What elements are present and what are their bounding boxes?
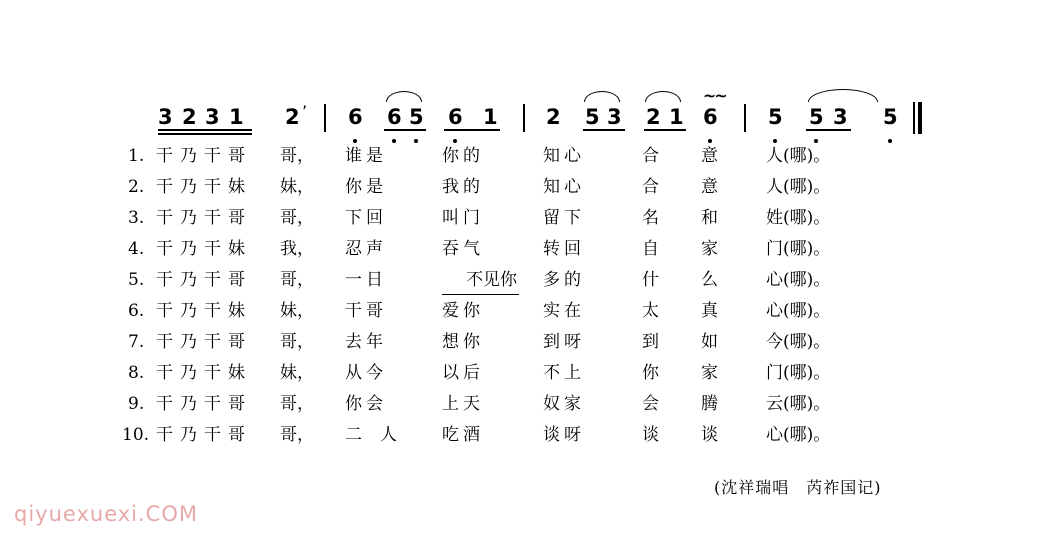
note: 1 bbox=[669, 105, 684, 129]
slur bbox=[645, 91, 681, 102]
verse-number: 8. bbox=[128, 363, 145, 383]
verse-row bbox=[0, 390, 900, 418]
barline bbox=[324, 104, 326, 132]
lyric: 转回 bbox=[543, 239, 585, 259]
lyric: 云(哪)。 bbox=[766, 394, 831, 414]
beam-line bbox=[583, 129, 625, 131]
lyric: 实在 bbox=[543, 301, 585, 321]
verse-row bbox=[0, 173, 900, 201]
lyric: 知心 bbox=[543, 146, 585, 166]
lyric: 么 bbox=[701, 270, 718, 290]
verse-row bbox=[0, 142, 900, 170]
lyric: 人(哪)。 bbox=[766, 146, 831, 166]
slur bbox=[584, 91, 620, 102]
note: 2 bbox=[285, 105, 300, 129]
barline-final bbox=[913, 102, 915, 134]
lyric: 知心 bbox=[543, 177, 585, 197]
lyric: 吞气 bbox=[442, 239, 484, 259]
lyric: 不见你 bbox=[442, 266, 519, 295]
lyric: 会 bbox=[642, 394, 659, 414]
note: 1 bbox=[483, 105, 498, 129]
note: 6 bbox=[348, 105, 363, 129]
beam-line bbox=[158, 133, 252, 135]
slur bbox=[808, 89, 878, 102]
note: 5 bbox=[809, 105, 824, 129]
lyric: 哥， bbox=[280, 208, 314, 228]
lyric: 哥， bbox=[280, 425, 314, 445]
lyric: 留下 bbox=[543, 208, 585, 228]
beam-line bbox=[158, 129, 252, 131]
note: 2 bbox=[182, 105, 197, 129]
note: 2 bbox=[646, 105, 661, 129]
note: 5 bbox=[768, 105, 783, 129]
lyric: 腾 bbox=[701, 394, 718, 414]
lyric: 奴家 bbox=[543, 394, 585, 414]
note: 3 bbox=[158, 105, 173, 129]
lyric: 谈呀 bbox=[543, 425, 585, 445]
lyric: 哥， bbox=[280, 332, 314, 352]
lyric: 什 bbox=[642, 270, 659, 290]
verse-number: 4. bbox=[128, 239, 145, 259]
note: 1 bbox=[229, 105, 244, 129]
credit-line: (沈祥瑞唱 芮祚国记) bbox=[714, 478, 882, 497]
lyric: 意 bbox=[701, 146, 718, 166]
verse-row bbox=[0, 235, 900, 263]
lyric: 你的 bbox=[442, 146, 484, 166]
barline-final bbox=[918, 102, 922, 134]
breath-mark: ’ bbox=[302, 102, 308, 121]
lyric: 自 bbox=[642, 239, 659, 259]
lyric: 门(哪)。 bbox=[766, 363, 831, 383]
note: 6 bbox=[703, 105, 718, 129]
note: 5 bbox=[883, 105, 898, 129]
note: 6 bbox=[448, 105, 463, 129]
lyric: 多的 bbox=[543, 270, 585, 290]
barline bbox=[744, 104, 746, 132]
lyric: 不上 bbox=[543, 363, 585, 383]
verse-row bbox=[0, 421, 900, 449]
lyric: 忍声 bbox=[345, 239, 387, 259]
lyric: 太 bbox=[642, 301, 659, 321]
lyric: 到 bbox=[642, 332, 659, 352]
lyric: 从今 bbox=[345, 363, 387, 383]
verse-row bbox=[0, 266, 900, 294]
lyric: 干乃干妹 bbox=[156, 301, 252, 321]
lyric: 一日 bbox=[345, 270, 387, 290]
lyric: 下回 bbox=[345, 208, 387, 228]
note: 3 bbox=[833, 105, 848, 129]
lyric: 谈 bbox=[642, 425, 659, 445]
site-watermark: qiyuexuexi.COM bbox=[14, 502, 198, 526]
lyric: 干乃干哥 bbox=[156, 146, 252, 166]
verse-number: 7. bbox=[128, 332, 145, 352]
note: 3 bbox=[205, 105, 220, 129]
lyric: 姓(哪)。 bbox=[766, 208, 831, 228]
verse-number: 6. bbox=[128, 301, 145, 321]
beam-line bbox=[806, 129, 851, 131]
lyric: 干乃干哥 bbox=[156, 394, 252, 414]
lyric: 想你 bbox=[442, 332, 484, 352]
note: 6 bbox=[387, 105, 402, 129]
lyric: 合 bbox=[642, 177, 659, 197]
verse-number: 9. bbox=[128, 394, 145, 414]
notation-line bbox=[0, 0, 1062, 150]
beam-line bbox=[444, 129, 500, 131]
lyric: 二人 bbox=[345, 425, 415, 445]
lyric: 门(哪)。 bbox=[766, 239, 831, 259]
beam-line bbox=[384, 129, 426, 131]
lyric: 我的 bbox=[442, 177, 484, 197]
lyric: 你 bbox=[642, 363, 659, 383]
lyric: 干乃干哥 bbox=[156, 425, 252, 445]
lyric: 干乃干妹 bbox=[156, 177, 252, 197]
verse-number: 3. bbox=[128, 208, 145, 228]
note: 5 bbox=[585, 105, 600, 129]
lyric: 爱你 bbox=[442, 301, 484, 321]
lyric: 心(哪)。 bbox=[766, 270, 831, 290]
note: 3 bbox=[607, 105, 622, 129]
lyric: 吃酒 bbox=[442, 425, 484, 445]
lyric: 真 bbox=[701, 301, 718, 321]
lyric: 妹， bbox=[280, 301, 314, 321]
lyric: 家 bbox=[701, 239, 718, 259]
lyric: 和 bbox=[701, 208, 718, 228]
ornament-mark: ∼∼ bbox=[703, 86, 726, 105]
lyric: 哥， bbox=[280, 270, 314, 290]
lyric: 干乃干哥 bbox=[156, 208, 252, 228]
verse-row bbox=[0, 297, 900, 325]
lyric: 今(哪)。 bbox=[766, 332, 831, 352]
verse-number: 10. bbox=[122, 425, 150, 445]
lyric: 去年 bbox=[345, 332, 387, 352]
verse-row bbox=[0, 204, 900, 232]
lyric: 名 bbox=[642, 208, 659, 228]
slur bbox=[386, 91, 422, 102]
lyric: 干乃干哥 bbox=[156, 270, 252, 290]
barline bbox=[523, 104, 525, 132]
lyric: 干乃干哥 bbox=[156, 332, 252, 352]
lyric: 你是 bbox=[345, 177, 387, 197]
lyric: 意 bbox=[701, 177, 718, 197]
lyric: 干哥 bbox=[345, 301, 387, 321]
lyric: 干乃干妹 bbox=[156, 239, 252, 259]
lyric: 谈 bbox=[701, 425, 718, 445]
lyric: 人(哪)。 bbox=[766, 177, 831, 197]
lyric: 心(哪)。 bbox=[766, 425, 831, 445]
lyric: 哥， bbox=[280, 146, 314, 166]
lyric: 家 bbox=[701, 363, 718, 383]
beam-line bbox=[644, 129, 686, 131]
lyric: 上天 bbox=[442, 394, 484, 414]
lyric: 妹， bbox=[280, 363, 314, 383]
lyric: 干乃干妹 bbox=[156, 363, 252, 383]
verse-number: 1. bbox=[128, 146, 145, 166]
lyric: 合 bbox=[642, 146, 659, 166]
lyric: 妹， bbox=[280, 177, 314, 197]
lyric: 以后 bbox=[442, 363, 484, 383]
note: 5 bbox=[409, 105, 424, 129]
verse-number: 5. bbox=[128, 270, 145, 290]
lyric: 我， bbox=[280, 239, 314, 259]
lyric: 哥， bbox=[280, 394, 314, 414]
lyric: 到呀 bbox=[543, 332, 585, 352]
lyric: 如 bbox=[701, 332, 718, 352]
lyric: 谁是 bbox=[345, 146, 387, 166]
verse-number: 2. bbox=[128, 177, 145, 197]
lyric: 你会 bbox=[345, 394, 387, 414]
lyric: 叫门 bbox=[442, 208, 484, 228]
verse-row bbox=[0, 359, 900, 387]
verse-row bbox=[0, 328, 900, 356]
lyric: 心(哪)。 bbox=[766, 301, 831, 321]
note: 2 bbox=[546, 105, 561, 129]
